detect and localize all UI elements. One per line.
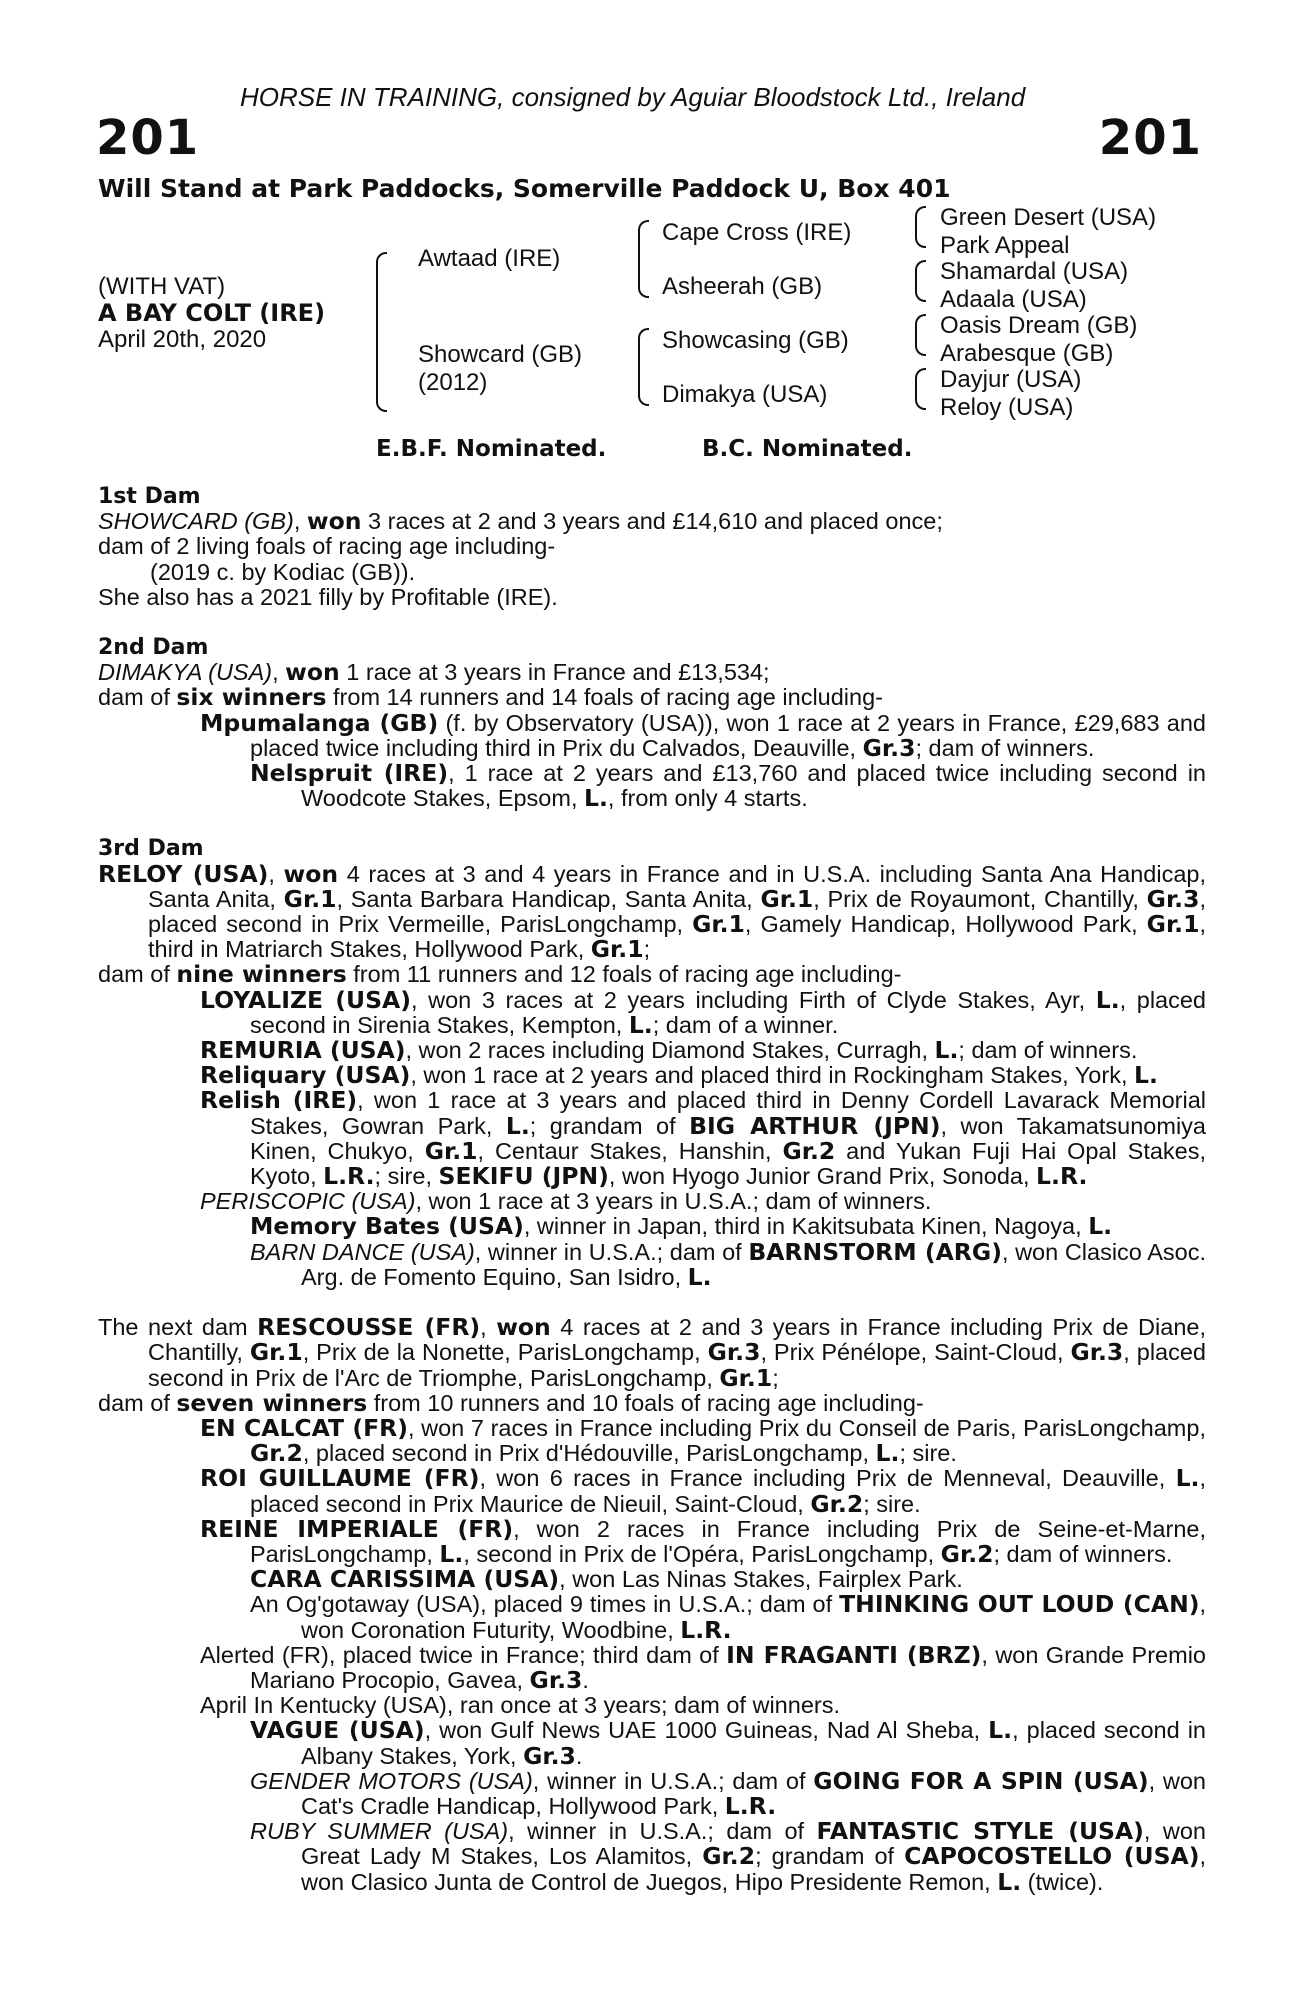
list-item: LOYALIZE (USA), won 3 races at 2 years including Firth of Clyde Stakes, Ayr, L., placed second in Sirenia Stakes, Kempton, L.; dam of a winner.	[200, 985, 1207, 1039]
list-item: REINE IMPERIALE (FR), won 2 races in France including Prix de Seine-et-Marne, ParisLongchamp, L., second in Prix de l'Opéra, ParisLongchamp, Gr.2; dam of winners.	[200, 1514, 1206, 1568]
list-item: RUBY SUMMER (USA), winner in U.S.A.; dam of FANTASTIC STYLE (USA), won Great Lady M Stakes, Los Alamitos, Gr.2; grandam of CAPOCOSTELLO (USA), won Clasico Junta de Control de Juegos, Hipo Presidente Remon, L. (twice).	[250, 1817, 1207, 1896]
pedigree-brace	[638, 220, 649, 298]
next-dam-record: The next dam RESCOUSSE (FR), won 4 races at 2 and 3 years in France including Prix de Diane, Chantilly, Gr.1, Prix de la Nonette, ParisLongchamp, Gr.3, Prix Pénélope, Saint-Cloud, Gr.3, placed second in Prix de l'Arc de Triomphe, ParisLongchamp, Gr.1;	[98, 1313, 1207, 1392]
pedigree-gen3: Shamardal (USA)	[940, 258, 1129, 285]
pedigree-brace	[915, 206, 926, 248]
produce-record	[98, 484, 1206, 1895]
pedigree-gen3: Arabesque (GB)	[940, 340, 1114, 367]
list-item: EN CALCAT (FR), won 7 races in France including Prix du Conseil de Paris, ParisLongchamp, Gr.2, placed second in Prix d'Hédouville, ParisLongchamp, L.; sire.	[200, 1413, 1206, 1468]
catalogue-header: HORSE IN TRAINING, consigned by Aguiar Bloodstock Ltd., Ireland	[240, 82, 1026, 112]
pedigree-gen3: Dayjur (USA)	[940, 366, 1082, 393]
third-dam-produce: dam of nine winners from 11 runners and 12 foals of racing age including-	[98, 960, 902, 989]
pedigree-brace	[915, 314, 926, 356]
third-dam-record: RELOY (USA), won 4 races at 3 and 4 years in France and in U.S.A. including Santa Ana Handicap, Santa Anita, Gr.1, Santa Barbara Handicap, Santa Anita, Gr.1, Prix de Royaumont, Chantilly, Gr.3, placed second in Prix Vermeille, ParisLongchamp, Gr.1, Gamely Handicap, Hollywood Park, Gr.1, third in Matriarch Stakes, Hollywood Park, Gr.1;	[98, 859, 1206, 964]
list-item: GENDER MOTORS (USA), winner in U.S.A.; dam of GOING FOR A SPIN (USA), won Cat's Cradle Handicap, Hollywood Park, L.R.	[250, 1766, 1206, 1820]
vat-note: (WITH VAT)	[98, 273, 226, 300]
list-item: April In Kentucky (USA), ran once at 3 years; dam of winners.	[200, 1692, 840, 1719]
third-dam-heading: 3rd Dam	[98, 836, 204, 862]
first-dam-line: She also has a 2021 filly by Profitable (IRE).	[98, 583, 558, 610]
foaling-date: April 20th, 2020	[98, 326, 267, 353]
pedigree-sire-dam: Asheerah (GB)	[662, 273, 823, 300]
lot-number-right: 201	[1098, 110, 1202, 166]
lot-number-left: 201	[96, 110, 200, 166]
first-dam-record: SHOWCARD (GB), won 3 races at 2 and 3 years and £14,610 and placed once;	[98, 507, 943, 536]
second-dam-produce: dam of six winners from 14 runners and 14 foals of racing age including-	[98, 683, 883, 712]
pedigree-dam: Showcard (GB)	[418, 341, 583, 368]
list-item: ROI GUILLAUME (FR), won 6 races in France including Prix de Menneval, Deauville, L., placed second in Prix Maurice de Nieuil, Saint-Cloud, Gr.2; sire.	[200, 1464, 1206, 1518]
next-dam-produce: dam of seven winners from 10 runners and 10 foals of racing age including-	[98, 1388, 924, 1417]
pedigree-gen3: Park Appeal	[940, 232, 1070, 259]
second-dam-heading: 2nd Dam	[98, 635, 209, 661]
first-dam-line: dam of 2 living foals of racing age including-	[98, 533, 556, 560]
pedigree-brace	[915, 368, 926, 410]
horse-name: A BAY COLT (IRE)	[98, 299, 326, 327]
pedigree-gen3: Adaala (USA)	[940, 286, 1087, 313]
pedigree-sire: Awtaad (IRE)	[418, 245, 561, 272]
list-item: Relish (IRE), won 1 race at 3 years and placed third in Denny Cordell Lavarack Memorial Stakes, Gowran Park, L.; grandam of BIG ARTHUR (JPN), won Takamatsunomiya Kinen, Chukyo, Gr.1, Centaur Stakes, Hanshin, Gr.2 and Yukan Fuji Hai Opal Stakes, Kyoto, L.R.; sire, SEKIFU (JPN), won Hyogo Junior Grand Prix, Sonoda, L.R.	[200, 1086, 1207, 1191]
pedigree-gen3: Oasis Dream (GB)	[940, 312, 1138, 339]
second-dam-record: DIMAKYA (USA), won 1 race at 3 years in France and £13,534;	[98, 658, 770, 687]
first-dam-foal: (2019 c. by Kodiac (GB)).	[150, 558, 416, 585]
list-item: PERISCOPIC (USA), won 1 race at 3 years in U.S.A.; dam of winners.	[200, 1188, 932, 1215]
stand-location: Will Stand at Park Paddocks, Somerville Paddock U, Box 401	[98, 174, 951, 203]
pedigree-dam-sire: Showcasing (GB)	[662, 327, 849, 354]
list-item: Mpumalanga (GB) (f. by Observatory (USA)), won 1 race at 2 years in France, £29,683 and placed twice including third in Prix du Calvados, Deauville, Gr.3; dam of winners.	[200, 708, 1206, 762]
list-item: Alerted (FR), placed twice in France; third dam of IN FRAGANTI (BRZ), won Grande Premio Mariano Procopio, Gavea, Gr.3.	[200, 1640, 1206, 1694]
list-item: BARN DANCE (USA), winner in U.S.A.; dam of BARNSTORM (ARG), won Clasico Asoc. Arg. de Fomento Equino, San Isidro, L.	[250, 1237, 1206, 1291]
list-item: Nelspruit (IRE), 1 race at 2 years and £13,760 and placed twice including second in Woodcote Stakes, Epsom, L., from only 4 starts.	[250, 759, 1207, 813]
pedigree-brace	[376, 252, 387, 412]
ebf-nomination: E.B.F. Nominated.	[376, 436, 607, 462]
pedigree-dam-dam: Dimakya (USA)	[662, 381, 828, 408]
first-dam-heading: 1st Dam	[98, 484, 201, 509]
pedigree-brace	[638, 328, 649, 406]
pedigree-dam-year: (2012)	[418, 369, 488, 396]
pedigree-brace	[915, 260, 926, 302]
pedigree-gen3: Green Desert (USA)	[940, 204, 1157, 231]
pedigree-sire-sire: Cape Cross (IRE)	[662, 219, 852, 246]
list-item: CARA CARISSIMA (USA), won Las Ninas Stakes, Fairplex Park.	[250, 1565, 963, 1594]
list-item: An Og'gotaway (USA), placed 9 times in U.S.A.; dam of THINKING OUT LOUD (CAN), won Coronation Futurity, Woodbine, L.R.	[250, 1590, 1207, 1644]
bc-nomination: B.C. Nominated.	[702, 436, 913, 462]
list-item: Memory Bates (USA), winner in Japan, third in Kakitsubata Kinen, Nagoya, L.	[250, 1212, 1113, 1241]
pedigree-gen3: Reloy (USA)	[940, 394, 1074, 421]
list-item: REMURIA (USA), won 2 races including Diamond Stakes, Curragh, L.; dam of winners.	[200, 1036, 1138, 1065]
list-item: Reliquary (USA), won 1 race at 2 years and placed third in Rockingham Stakes, York, L.	[200, 1061, 1158, 1090]
list-item: VAGUE (USA), won Gulf News UAE 1000 Guineas, Nad Al Sheba, L., placed second in Albany Stakes, York, Gr.3.	[250, 1716, 1207, 1770]
